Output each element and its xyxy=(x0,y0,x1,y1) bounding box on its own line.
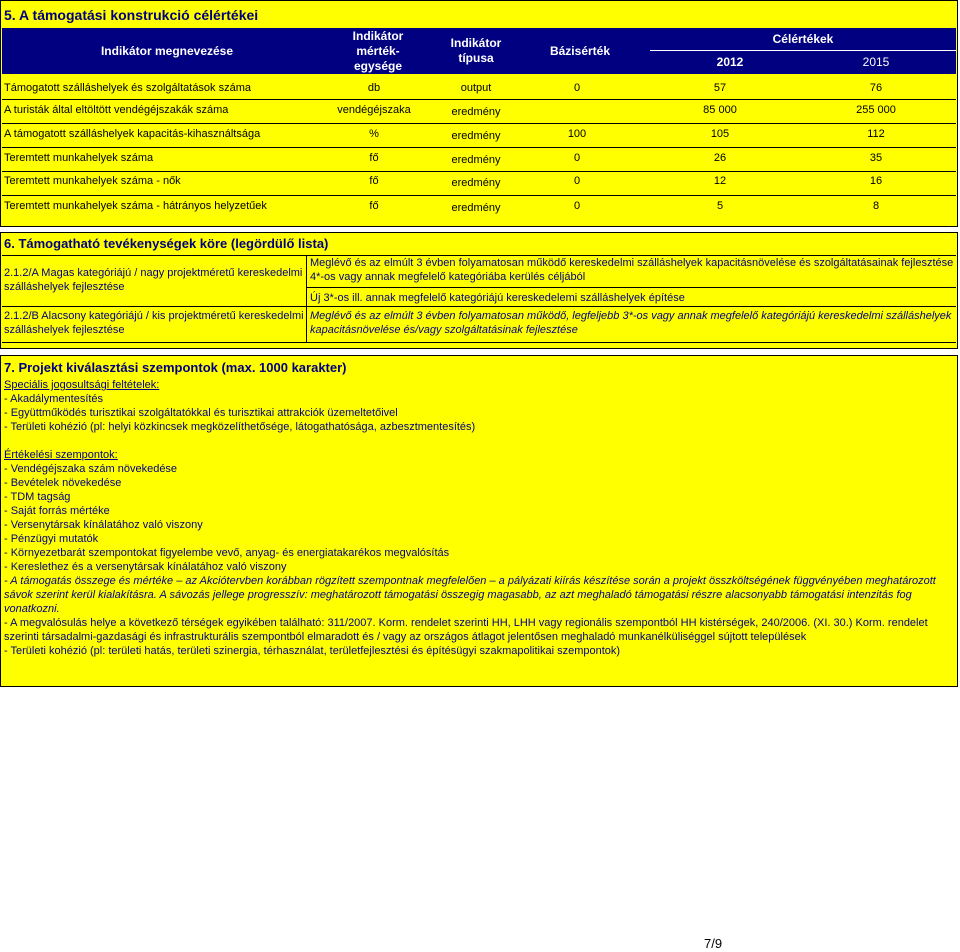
row-name: Teremtett munkahelyek száma xyxy=(4,152,154,164)
row-name: A turisták által eltöltött vendégéjszakák száma xyxy=(4,104,229,116)
row-baseline xyxy=(552,100,602,124)
row-baseline: 0 xyxy=(573,82,581,94)
row-unit: % xyxy=(369,128,379,140)
eval-item: - Pénzügyi mutatók xyxy=(4,533,99,545)
row-2015: 8 xyxy=(872,200,880,212)
row-baseline: 0 xyxy=(573,200,581,212)
header-targets-divider xyxy=(650,50,956,51)
eval-item: - TDM tagság xyxy=(4,491,71,503)
page-number: 7/9 xyxy=(704,936,723,951)
row-2015: 16 xyxy=(869,175,883,187)
special-item: - Akadálymentesítés xyxy=(4,393,104,405)
header-baseline: Bázisérték xyxy=(549,43,611,58)
header-year-2012: 2012 xyxy=(716,54,744,69)
activity-a-divider xyxy=(306,256,307,307)
section5-title: 5. A támogatási konstrukció célértékei xyxy=(4,7,259,23)
row-unit: vendégéjszaka xyxy=(337,104,411,116)
section6-title: 6. Támogatható tevékenységek köre (legördülő lista) xyxy=(4,236,329,251)
row-2015: 255 000 xyxy=(856,104,896,116)
row-2015: 35 xyxy=(869,152,883,164)
header-unit: Indikátor mérték-egysége xyxy=(352,28,404,73)
special-heading: Speciális jogosultsági feltételek: xyxy=(4,379,160,391)
row-2015: 112 xyxy=(867,128,885,140)
activity-b-divider xyxy=(306,307,307,343)
row-unit: db xyxy=(367,82,381,94)
row-2012: 105 xyxy=(710,128,730,140)
row-baseline: 0 xyxy=(573,175,581,187)
eval-item: - Vendégéjszaka szám növekedése xyxy=(4,463,178,475)
row-name: A támogatott szálláshelyek kapacitás-kihasználtsága xyxy=(4,128,261,140)
activity-a-sep xyxy=(306,287,956,288)
header-year-2015: 2015 xyxy=(862,54,890,69)
eval-item: - Saját forrás mértéke xyxy=(4,505,110,517)
row-type: eredmény xyxy=(451,130,501,142)
row-name: Támogatott szálláshelyek és szolgáltatások száma xyxy=(4,82,252,94)
header-type: Indikátor típusa xyxy=(450,36,502,65)
activity-b-desc: Meglévő és az elmúlt 3 évben folyamatosan működő, legfeljebb 3*-os vagy annak megfelelő kategóriájú kereskedelmi szálláshelyek kapacitásnövelése és/vagy szolgáltatásinak fejlesztése xyxy=(310,310,952,336)
tail-item: - Területi kohézió (pl: területi hatás, területi szinergia, térhasználat, területfejlesztési és építésügyi szakmapolitikai szempontok) xyxy=(4,645,621,657)
special-item: - Együttműködés turisztikai szolgáltatókkal és turisztikai attrakciók üzemeltetőivel xyxy=(4,407,398,419)
activity-b-name: 2.1.2/B Alacsony kategóriájú / kis projektméretű kereskedelmi szálláshelyek fejlesztése xyxy=(4,310,304,336)
section7-title: 7. Projekt kiválasztási szempontok (max. 1000 karakter) xyxy=(4,360,347,375)
row-baseline: 0 xyxy=(573,152,581,164)
eval-item: - Környezetbarát szempontokat figyelembe vevő, anyag- és energiatakarékos megvalósítás xyxy=(4,547,450,559)
support-amount-note: - A támogatás összege és mértéke – az Akciótervben korábban rögzített szempontnak megfelelően – a pályázati kiírás készítése során a projekt összköltségének függvényében meghatározott sávok szerint kerül kialakításra. A sávozás jellege progresszív: meghatározott támogatási összegig magasabb, az azt meghaladó támogatási részre alacsonyabb támogatási intenzitás fog vonatkozni. xyxy=(4,575,936,615)
row-unit: fő xyxy=(369,175,379,187)
row-2012: 12 xyxy=(713,175,727,187)
activity-a-name: 2.1.2/A Magas kategóriájú / nagy projektméretű kereskedelmi szálláshelyek fejlesztése xyxy=(4,267,303,293)
eval-item: - Versenytársak kínálatához való viszony xyxy=(4,519,203,531)
header-targets: Célértékek xyxy=(772,31,834,46)
row-2012: 5 xyxy=(716,200,724,212)
eval-heading: Értékelési szempontok: xyxy=(4,449,118,461)
row-type: output xyxy=(460,82,492,94)
criteria-text xyxy=(4,378,954,658)
row-unit: fő xyxy=(369,200,379,212)
row-2015: 76 xyxy=(869,82,883,94)
special-item: - Területi kohézió (pl: helyi közkincsek megközelíthetősége, látogathatósága, azbesztmentesítés) xyxy=(4,421,476,433)
row-type: eredmény xyxy=(451,106,501,118)
row-2012: 57 xyxy=(713,82,727,94)
row-type: eredmény xyxy=(451,202,501,214)
row-2012: 85 000 xyxy=(703,104,737,116)
row-baseline: 100 xyxy=(567,128,587,140)
activity-a-desc-2: Új 3*-os ill. annak megfelelő kategóriájú kereskedelemi szálláshelyek építése xyxy=(310,292,685,304)
eval-item: - Bevételek növekedése xyxy=(4,477,122,489)
row-name: Teremtett munkahelyek száma - nők xyxy=(4,175,181,187)
row-unit: fő xyxy=(369,152,379,164)
row-name: Teremtett munkahelyek száma - hátrányos helyzetűek xyxy=(4,200,267,212)
tail-item: - A megvalósulás helye a következő térségek egyikében található: 311/2007. Korm. rendelet szerinti HH, LHH vagy regionális szempontból HH kistérségek, 240/2006. (XI. 30.) Korm. rendelet szerinti társadalmi-gazdasági és infrastrukturális szempontból elmaradott és / vagy az országos átlagot jelentősen meghaladó munkanélküliséggel sújtott települések xyxy=(4,617,928,643)
activity-a-desc-1: Meglévő és az elmúlt 3 évben folyamatosan működő kereskedelmi szálláshelyek kapacitásnövelése és szolgáltatásainak fejlesztése 4*-os vagy annak megfelelő kategóriába kerülés céljából xyxy=(310,257,954,283)
eval-item: - Kereslethez és a versenytársak kínálatához való viszony xyxy=(4,561,287,573)
row-type: eredmény xyxy=(451,154,501,166)
row-type: eredmény xyxy=(451,177,501,189)
row-2012: 26 xyxy=(713,152,727,164)
header-indicator-name: Indikátor megnevezése xyxy=(100,43,234,58)
